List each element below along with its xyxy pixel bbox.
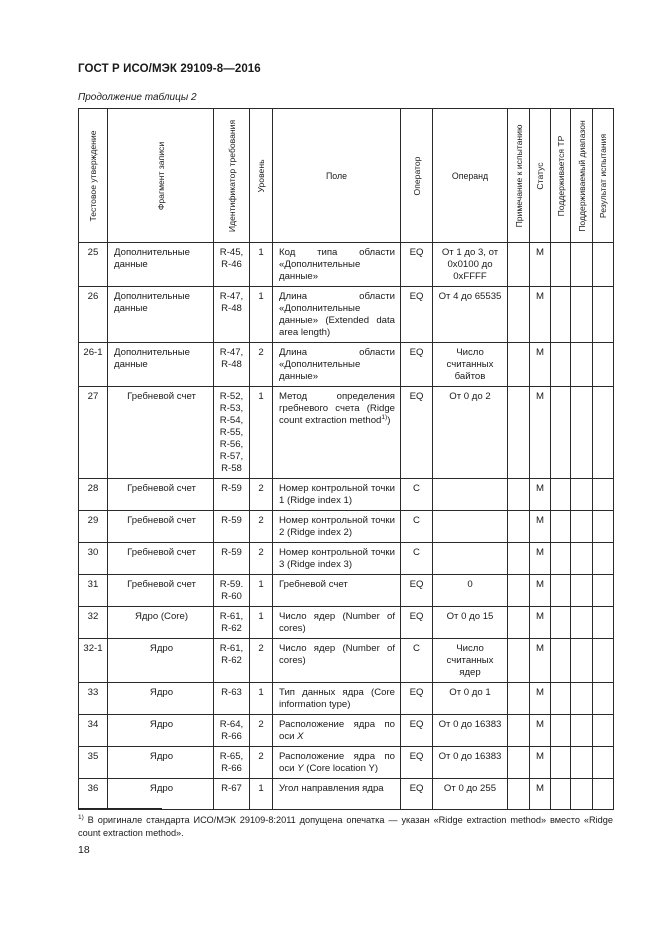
cell-requirement-id: R-67: [214, 779, 250, 810]
cell-test-note: [508, 287, 530, 343]
table-row: [79, 543, 614, 575]
footnote-divider: [78, 808, 162, 809]
cell-operand: Число считанных ядер: [433, 639, 508, 683]
cell-operator: C: [401, 479, 433, 511]
table-row: [79, 639, 614, 683]
cell-record-fragment: Гребневой счет: [108, 479, 214, 511]
cell-test-result: [593, 543, 614, 575]
field-text: Гребневой счет: [279, 579, 348, 590]
cell-test-result: [593, 607, 614, 639]
table-row: [79, 387, 614, 479]
field-text: Номер контрольной точки 2 (Ridge index 2): [279, 515, 395, 538]
cell-status: M: [530, 607, 551, 639]
cell-record-fragment: Ядро: [108, 779, 214, 810]
header-record-fragment: Фрагмент записи: [108, 109, 214, 243]
table-header-row: [79, 109, 614, 243]
cell-status: M: [530, 287, 551, 343]
cell-level: 1: [250, 575, 273, 607]
cell-operator: EQ: [401, 683, 433, 715]
cell-status: M: [530, 683, 551, 715]
cell-requirement-id: R-52, R-53, R-54, R-55, R-56, R-57, R-58: [214, 387, 250, 479]
field-text: Номер контрольной точки 3 (Ridge index 3): [279, 547, 395, 570]
cell-test-note: [508, 683, 530, 715]
cell-test-assertion: 36: [79, 779, 108, 810]
cell-operand: От 0 до 16383: [433, 715, 508, 747]
document-title: ГОСТ Р ИСО/МЭК 29109-8—2016: [78, 63, 261, 75]
cell-status: M: [530, 779, 551, 810]
cell-supported-range: [571, 479, 593, 511]
cell-supported-range: [571, 715, 593, 747]
cell-supported-range: [571, 683, 593, 715]
cell-operator: C: [401, 639, 433, 683]
cell-level: 1: [250, 683, 273, 715]
cell-supported-tp: [551, 639, 571, 683]
cell-test-result: [593, 683, 614, 715]
table-row: [79, 479, 614, 511]
cell-test-assertion: 26-1: [79, 343, 108, 387]
header-requirement-id: Идентификатор требования: [214, 109, 250, 243]
cell-field: [273, 639, 401, 683]
header-operand: Операнд: [433, 109, 508, 243]
cell-field: [273, 479, 401, 511]
cell-test-result: [593, 575, 614, 607]
field-text: Тип данных ядра (Core information type): [279, 687, 395, 710]
table-row: [79, 683, 614, 715]
cell-record-fragment: Дополнительные данные: [108, 287, 214, 343]
cell-operator: EQ: [401, 243, 433, 287]
cell-test-assertion: 30: [79, 543, 108, 575]
table-row: [79, 715, 614, 747]
cell-test-assertion: 33: [79, 683, 108, 715]
cell-test-result: [593, 779, 614, 810]
cell-test-note: [508, 575, 530, 607]
cell-operator: EQ: [401, 575, 433, 607]
cell-operator: EQ: [401, 343, 433, 387]
table-row: [79, 575, 614, 607]
cell-operand: От 1 до 3, от 0x0100 до 0xFFFF: [433, 243, 508, 287]
cell-requirement-id: R-45, R-46: [214, 243, 250, 287]
cell-record-fragment: Дополнительные данные: [108, 243, 214, 287]
cell-operator: EQ: [401, 287, 433, 343]
table-row: [79, 607, 614, 639]
cell-test-assertion: 26: [79, 287, 108, 343]
cell-operator: C: [401, 543, 433, 575]
field-text-end: ): [387, 415, 391, 426]
cell-test-result: [593, 387, 614, 479]
field-text: Угол направления ядра: [279, 783, 384, 794]
cell-level: 2: [250, 343, 273, 387]
cell-operand: От 4 до 65535: [433, 287, 508, 343]
cell-supported-range: [571, 639, 593, 683]
cell-record-fragment: Гребневой счет: [108, 387, 214, 479]
cell-supported-tp: [551, 779, 571, 810]
field-text: Расположение ядра по оси: [279, 751, 395, 774]
cell-requirement-id: R-47, R-48: [214, 287, 250, 343]
cell-supported-tp: [551, 715, 571, 747]
footnote: [78, 814, 613, 839]
field-text: Длина области «Дополнительные данные» (Extended data area length): [279, 291, 395, 338]
cell-field: [273, 243, 401, 287]
cell-operand: [433, 511, 508, 543]
cell-operator: EQ: [401, 715, 433, 747]
cell-field: [273, 607, 401, 639]
cell-operator: EQ: [401, 607, 433, 639]
table-caption: Продолжение таблицы 2: [78, 92, 197, 103]
cell-level: 2: [250, 511, 273, 543]
header-status: Статус: [530, 109, 551, 243]
cell-status: M: [530, 243, 551, 287]
cell-supported-tp: [551, 243, 571, 287]
cell-status: M: [530, 343, 551, 387]
cell-test-note: [508, 639, 530, 683]
cell-level: 1: [250, 779, 273, 810]
cell-status: M: [530, 747, 551, 779]
cell-field: [273, 747, 401, 779]
field-text: Номер контрольной точки 1 (Ridge index 1): [279, 483, 395, 506]
cell-test-assertion: 29: [79, 511, 108, 543]
cell-field: [273, 287, 401, 343]
cell-level: 1: [250, 387, 273, 479]
cell-test-assertion: 25: [79, 243, 108, 287]
header-supported-tp: Поддерживается ТР: [551, 109, 571, 243]
cell-test-note: [508, 779, 530, 810]
cell-test-assertion: 28: [79, 479, 108, 511]
cell-requirement-id: R-64, R-66: [214, 715, 250, 747]
cell-test-result: [593, 715, 614, 747]
header-test-assertion: Тестовое утверждение: [79, 109, 108, 243]
header-test-note: Примечание к испытанию: [508, 109, 530, 243]
field-axis: X: [297, 731, 304, 742]
cell-status: M: [530, 575, 551, 607]
table-row: [79, 287, 614, 343]
cell-test-result: [593, 287, 614, 343]
table-row: [79, 343, 614, 387]
cell-field: [273, 779, 401, 810]
cell-supported-range: [571, 343, 593, 387]
cell-level: 2: [250, 543, 273, 575]
cell-supported-tp: [551, 607, 571, 639]
cell-level: 1: [250, 243, 273, 287]
cell-supported-range: [571, 543, 593, 575]
cell-supported-range: [571, 511, 593, 543]
cell-requirement-id: R-59: [214, 479, 250, 511]
cell-test-note: [508, 511, 530, 543]
cell-test-result: [593, 511, 614, 543]
field-text: Число ядер (Number of cores): [279, 611, 395, 634]
cell-requirement-id: R-47, R-48: [214, 343, 250, 387]
cell-test-note: [508, 715, 530, 747]
cell-record-fragment: Гребневой счет: [108, 511, 214, 543]
header-operator: Оператор: [401, 109, 433, 243]
cell-field: [273, 543, 401, 575]
cell-requirement-id: R-61, R-62: [214, 607, 250, 639]
field-text-end: (Core location Y): [303, 763, 379, 774]
cell-supported-range: [571, 287, 593, 343]
cell-test-note: [508, 479, 530, 511]
header-supported-range: Поддерживаемый диапазон: [571, 109, 593, 243]
cell-test-result: [593, 639, 614, 683]
cell-supported-tp: [551, 511, 571, 543]
cell-test-assertion: 34: [79, 715, 108, 747]
cell-test-note: [508, 543, 530, 575]
table-row: [79, 779, 614, 810]
cell-status: M: [530, 479, 551, 511]
cell-test-assertion: 35: [79, 747, 108, 779]
cell-status: M: [530, 715, 551, 747]
field-axis: Y: [297, 763, 304, 774]
cell-test-assertion: 32: [79, 607, 108, 639]
cell-supported-tp: [551, 575, 571, 607]
cell-record-fragment: Ядро: [108, 715, 214, 747]
footnote-mark: 1): [78, 813, 84, 821]
cell-record-fragment: Ядро: [108, 747, 214, 779]
header-test-result: Результат испытания: [593, 109, 614, 243]
cell-supported-range: [571, 607, 593, 639]
cell-field: [273, 715, 401, 747]
table-body: [79, 243, 614, 810]
cell-field: [273, 511, 401, 543]
cell-status: M: [530, 511, 551, 543]
cell-operand: [433, 543, 508, 575]
cell-test-note: [508, 343, 530, 387]
cell-requirement-id: R-61, R-62: [214, 639, 250, 683]
cell-level: 1: [250, 607, 273, 639]
cell-test-result: [593, 343, 614, 387]
cell-test-result: [593, 747, 614, 779]
table-row: [79, 243, 614, 287]
cell-test-assertion: 32-1: [79, 639, 108, 683]
cell-requirement-id: R-59: [214, 511, 250, 543]
header-level: Уровень: [250, 109, 273, 243]
cell-level: 2: [250, 479, 273, 511]
cell-supported-tp: [551, 343, 571, 387]
cell-field: [273, 387, 401, 479]
field-text: Расположение ядра по оси: [279, 719, 395, 742]
page-number: 18: [78, 844, 90, 856]
cell-supported-range: [571, 747, 593, 779]
cell-status: M: [530, 639, 551, 683]
cell-operand: От 0 до 15: [433, 607, 508, 639]
field-text: Метод определения гребневого счета (Ridge count extraction method: [279, 391, 395, 426]
cell-requirement-id: R-65, R-66: [214, 747, 250, 779]
cell-test-note: [508, 243, 530, 287]
cell-record-fragment: Ядро (Core): [108, 607, 214, 639]
field-text: Длина области «Дополнительные данные»: [279, 347, 395, 382]
cell-supported-tp: [551, 683, 571, 715]
requirements-table: [78, 108, 614, 810]
cell-status: M: [530, 387, 551, 479]
cell-field: [273, 683, 401, 715]
cell-status: M: [530, 543, 551, 575]
cell-level: 1: [250, 287, 273, 343]
cell-supported-range: [571, 387, 593, 479]
cell-test-assertion: 27: [79, 387, 108, 479]
cell-field: [273, 343, 401, 387]
cell-test-note: [508, 607, 530, 639]
header-field: Поле: [273, 109, 401, 243]
cell-requirement-id: R-63: [214, 683, 250, 715]
cell-test-result: [593, 479, 614, 511]
cell-supported-tp: [551, 543, 571, 575]
cell-supported-tp: [551, 479, 571, 511]
cell-level: 2: [250, 715, 273, 747]
cell-operator: EQ: [401, 747, 433, 779]
cell-field: [273, 575, 401, 607]
cell-supported-tp: [551, 287, 571, 343]
footnote-ref: 1): [381, 413, 388, 421]
cell-record-fragment: Гребневой счет: [108, 543, 214, 575]
field-text: Код типа области «Дополнительные данные»: [279, 247, 395, 282]
cell-operand: От 0 до 1: [433, 683, 508, 715]
cell-record-fragment: Гребневой счет: [108, 575, 214, 607]
cell-operand: От 0 до 255: [433, 779, 508, 810]
cell-operand: [433, 479, 508, 511]
cell-operator: EQ: [401, 779, 433, 810]
cell-operator: C: [401, 511, 433, 543]
cell-level: 2: [250, 639, 273, 683]
cell-supported-tp: [551, 747, 571, 779]
cell-record-fragment: Ядро: [108, 683, 214, 715]
cell-test-note: [508, 387, 530, 479]
cell-supported-range: [571, 779, 593, 810]
cell-operator: EQ: [401, 387, 433, 479]
cell-requirement-id: R-59: [214, 543, 250, 575]
cell-requirement-id: R-59. R-60: [214, 575, 250, 607]
cell-record-fragment: Дополнительные данные: [108, 343, 214, 387]
cell-operand: От 0 до 16383: [433, 747, 508, 779]
cell-operand: Число считанных байтов: [433, 343, 508, 387]
cell-operand: 0: [433, 575, 508, 607]
footnote-text: В оригинале стандарта ИСО/МЭК 29109-8:2011 допущена опечатка — указан «Ridge extraction method» вместо «Ridge count extraction method».: [78, 815, 613, 838]
cell-level: 2: [250, 747, 273, 779]
cell-supported-range: [571, 575, 593, 607]
cell-test-note: [508, 747, 530, 779]
cell-test-assertion: 31: [79, 575, 108, 607]
field-text: Число ядер (Number of cores): [279, 643, 395, 666]
cell-test-result: [593, 243, 614, 287]
cell-record-fragment: Ядро: [108, 639, 214, 683]
table-row: [79, 511, 614, 543]
cell-supported-tp: [551, 387, 571, 479]
table-row: [79, 747, 614, 779]
cell-supported-range: [571, 243, 593, 287]
cell-operand: От 0 до 2: [433, 387, 508, 479]
